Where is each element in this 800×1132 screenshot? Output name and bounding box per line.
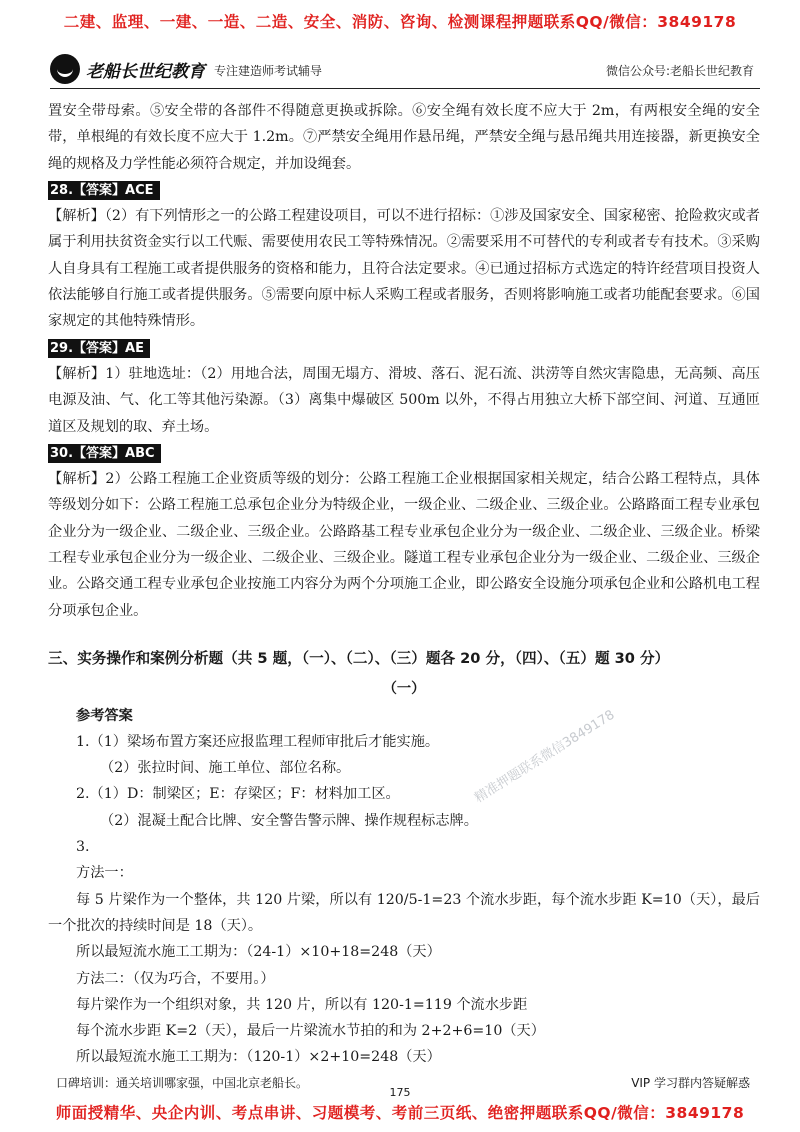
answer-1-part-1: 1.（1）梁场布置方案还应报监理工程师审批后才能实施。 bbox=[76, 733, 440, 750]
answer-1-part-2: （2）张拉时间、施工单位、部位名称。 bbox=[100, 760, 351, 777]
intro-paragraph: 置安全带母索。⑤安全带的各部件不得随意更换或拆除。⑥安全绳有效长度不应大于 2m，有两根安全绳的安全带，单根绳的有效长度不应大于 1.2m。⑦严禁安全绳用作悬吊绳，严禁安全绳与悬吊绳共用连接器，新更换安全绳的规格及力学性能必须符合规定，并加设绳套。 bbox=[48, 103, 760, 172]
page-number: 175 bbox=[389, 1086, 411, 1099]
answer-2-part-1: 2.（1）D：制梁区；E：存梁区；F：材料加工区。 bbox=[76, 786, 400, 803]
case-1-title: （一） bbox=[382, 681, 426, 698]
method-1-title: 方法一： bbox=[76, 865, 133, 882]
explanation-q29: 【解析】1）驻地选址：（2）用地合法，周围无塌方、滑坡、落石、泥石流、洪涝等自然灾害隐患，无高频、高压电源及油、气、化工等其他污染源。（3）离集中爆破区 500m 以外，不得占用独立大桥下部空间、河道、互通匝道区及规划的取、弃土场。 bbox=[48, 365, 760, 435]
brand-logo bbox=[50, 54, 240, 84]
method-2-line-2: 每个流水步距 K=2（天），最后一片梁流水节拍的和为 2+2+6=10（天） bbox=[76, 1023, 545, 1040]
ship-logo-icon bbox=[50, 54, 80, 84]
bottom-promo-banner: 师面授精华、央企内训、考点串讲、习题模考、考前三页纸、绝密押题联系QQ/微信：3849178 bbox=[55, 1104, 745, 1122]
explanation-q28: 【解析】（2）有下列情形之一的公路工程建设项目，可以不进行招标：①涉及国家安全、国家秘密、抢险救灾或者属于利用扶贫资金实行以工代赈、需要使用农民工等特殊情况。②需要采用不可替代的专利或者专有技术。③采购人自身具有工程施工或者提供服务的资格和能力，且符合法定要求。④已通过招标方式选定的特许经营项目投资人依法能够自行施工或者提供服务。⑤需要向原中标人采购工程或者服务，否则将影响施工或者功能配套要求。⑥国家规定的其他特殊情形。 bbox=[48, 208, 760, 330]
header-tagline: 专注建造师考试辅导 bbox=[214, 64, 323, 78]
method-2-result: 所以最短流水施工工期为：（120-1）×2+10=248（天） bbox=[76, 1049, 441, 1066]
footer-slogan: 口碑培训：通关培训哪家强，中国北京老船长。 bbox=[56, 1076, 309, 1090]
diagonal-watermark: 精准押题联系微信3849178 bbox=[472, 707, 618, 807]
method-1-result: 所以最短流水施工工期为：（24-1）×10+18=248（天） bbox=[76, 944, 441, 961]
reference-answer-title: 参考答案 bbox=[76, 707, 133, 724]
answer-tag-q30: 30.【答案】ABC bbox=[48, 444, 161, 463]
answer-3-label: 3. bbox=[76, 839, 90, 856]
method-1-text: 每 5 片梁作为一个整体，共 120 片梁，所以有 120/5-1=23 个流水步距，每个流水步距 K=10（天），最后一个批次的持续时间是 18（天）。 bbox=[48, 891, 760, 934]
page-header bbox=[50, 52, 760, 89]
answer-tag-q28: 28.【答案】ACE bbox=[48, 181, 160, 200]
top-promo-banner: 二建、监理、一建、一造、二造、安全、消防、咨询、检测课程押题联系QQ/微信：3849178 bbox=[63, 13, 737, 31]
section-3-title: 三、实务操作和案例分析题（共 5 题，（一）、（二）、（三）题各 20 分，（四）、（五）题 30 分） bbox=[48, 649, 670, 667]
header-wechat-account: 微信公众号:老船长世纪教育 bbox=[605, 64, 754, 78]
explanation-q30: 【解析】2）公路工程施工企业资质等级的划分：公路工程施工企业根据国家相关规定，结合公路工程特点，具体等级划分如下：公路工程施工总承包企业分为特级企业，一级企业、二级企业、三级企业。公路路面工程专业承包企业分为一级企业、二级企业、三级企业。公路路基工程专业承包企业分为一级企业、二级企业、三级企业。桥梁工程专业承包企业分为一级企业、二级企业、三级企业。隧道工程专业承包企业分为一级企业、二级企业、三级企业。公路交通工程专业承包企业按施工内容分为两个分项施工企业，即公路安全设施分项承包企业和公路机电工程分项承包企业。 bbox=[48, 471, 760, 619]
answer-2-part-2: （2）混凝土配合比牌、安全警告警示牌、操作规程标志牌。 bbox=[100, 812, 478, 829]
answer-tag-q29: 29.【答案】AE bbox=[48, 339, 150, 358]
method-2-line-1: 每片梁作为一个组织对象，共 120 片，所以有 120-1=119 个流水步距 bbox=[76, 996, 528, 1013]
method-2-title: 方法二：（仅为巧合，不要用。） bbox=[76, 970, 275, 987]
brand-name: 老船长世纪教育 bbox=[86, 62, 205, 82]
footer-vip-note: VIP 学习群内答疑解惑 bbox=[631, 1076, 750, 1090]
document-body bbox=[48, 98, 760, 1071]
